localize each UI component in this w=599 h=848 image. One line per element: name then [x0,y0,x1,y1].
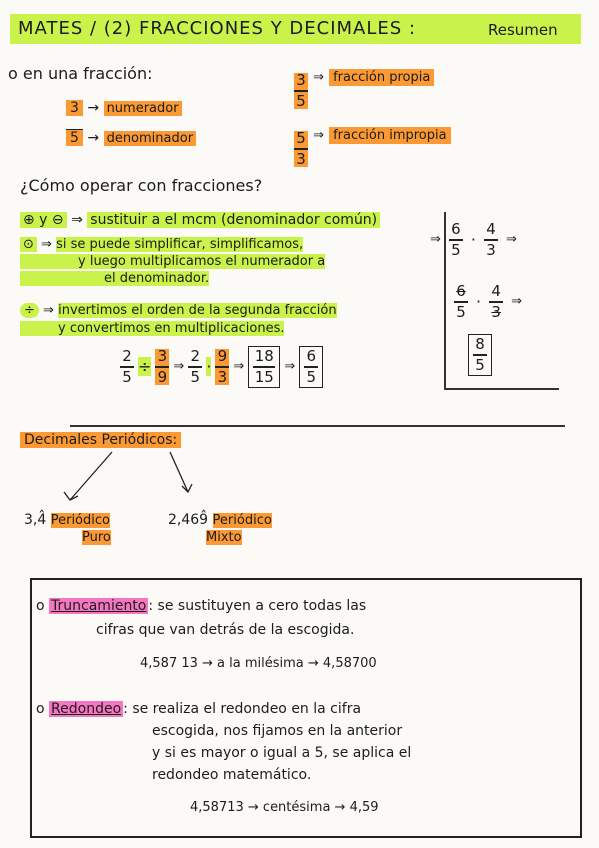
arrow-icon: → [87,100,100,116]
div-symbol: ÷ [20,303,39,318]
mixed-value: 2,469̂ [168,512,209,528]
proper-label: fracción propia [329,69,434,86]
implies-icon: ⇒ [506,232,517,248]
truncation-term: Truncamiento [51,598,147,614]
mixed-label-1: Periódico [212,513,272,528]
implies-icon: ⇒ [313,70,324,85]
truncation-text-2: cifras que van detrás de la escogida. [96,622,355,638]
implies-icon: ⇒ [43,303,54,318]
mult-symbol: ⊙ [20,237,37,252]
mixed-label-2: Mixto [206,530,242,545]
div-text-2: y convertimos en multiplicaciones. [20,321,284,336]
numerator-value: 3 [66,100,83,116]
mult-fraction-b: $\frac{4}{3}$ [484,222,498,258]
page-subtitle: Resumen [488,21,558,39]
implies-icon: ⇒ [430,232,441,248]
truncation-example: 4,587 13 → a la milésima → 4,58700 [140,656,377,671]
rounding-text-3: y si es mayor o igual a 5, se aplica el [152,745,412,761]
dot-icon: · [470,230,476,250]
arrow-icon: → [87,130,100,146]
pure-decimal [24,512,110,528]
implies-icon: ⇒ [511,294,522,310]
mult-text-3: el denominador. [20,271,209,286]
simp-fraction-b: $\frac{4}{3}$ [489,284,503,320]
rounding-text-4: redondeo matemático. [152,767,312,783]
implies-icon: ⇒ [284,359,296,375]
proper-fraction: $\frac{3}{5}$ [294,73,308,109]
denominator-value: 5 [66,129,83,146]
truncation-text-1: se sustituyen a cero todas las [157,598,367,614]
page-title: MATES / (2) FRACCIONES Y DECIMALES : [18,18,417,39]
mult-result: $\frac{8}{5}$ [468,334,492,376]
denominator-label: denominador [104,131,196,146]
div-op-icon: ÷ [138,357,152,377]
fraction-b: $\frac{3}{9}$ [155,349,169,385]
truncation-block: o Truncamiento : se sustituyen a cero todas las cifras que van detrás de la escogida. [36,598,367,638]
operations-question: ¿Cómo operar con fracciones? [20,176,263,195]
bullet-icon: o [36,598,45,614]
fraction-e: $\frac{6}{5}$ [299,346,323,388]
numerator-label: numerador [104,101,182,116]
pure-label-2: Puro [82,530,111,545]
sum-text: sustituir a el mcm (denominador común) [87,212,380,228]
fraction-d: $\frac{18}{15}$ [248,346,280,388]
rounding-block: o Redondeo : se realiza el redondeo en la cifra escogida, nos fijamos en la anterior y si es mayor o igual a 5, se aplica el redondeo matemático. [36,701,412,783]
improper-label: fracción impropia [329,127,451,144]
pure-label-1: Periódico [50,513,110,528]
improper-fraction: $\frac{5}{3}$ [294,131,308,167]
rounding-example: 4,58713 → centésima → 4,59 [190,800,379,815]
implies-icon: ⇒ [71,212,83,228]
rounding-term: Redondeo [51,701,122,717]
implies-icon: ⇒ [41,237,52,252]
implies-icon: ⇒ [233,359,245,375]
decimals-title: Decimales Periódicos: [20,432,181,448]
mult-fraction-a: $\frac{6}{5}$ [449,222,463,258]
implies-icon: ⇒ [313,128,324,143]
bullet-icon: o [36,701,45,717]
dot-icon: · [476,292,482,312]
fraction-a-copy: $\frac{2}{5}$ [188,349,202,385]
sum-symbols: ⊕ y ⊖ [20,212,67,228]
pure-value: 3,4̂ [24,512,47,528]
mixed-decimal [168,512,272,528]
fraction-a: $\frac{2}{5}$ [120,349,134,385]
implies-icon: ⇒ [173,359,185,375]
mult-text-2: y luego multiplicamos el numerador a [20,254,325,269]
div-text-1: invertimos el orden de la segunda fracción [58,303,337,318]
rounding-text-1: se realiza el redondeo en la cifra [132,701,362,717]
simp-fraction-a: $\frac{6}{5}$ [454,284,468,320]
mult-op-icon: · [206,357,212,377]
fraction-intro: o en una fracción: [8,64,153,83]
rounding-text-2: escogida, nos fijamos en la anterior [152,723,403,739]
mult-text-1: si se puede simplificar, simplificamos, [56,237,304,252]
fraction-c: $\frac{9}{3}$ [215,349,229,385]
